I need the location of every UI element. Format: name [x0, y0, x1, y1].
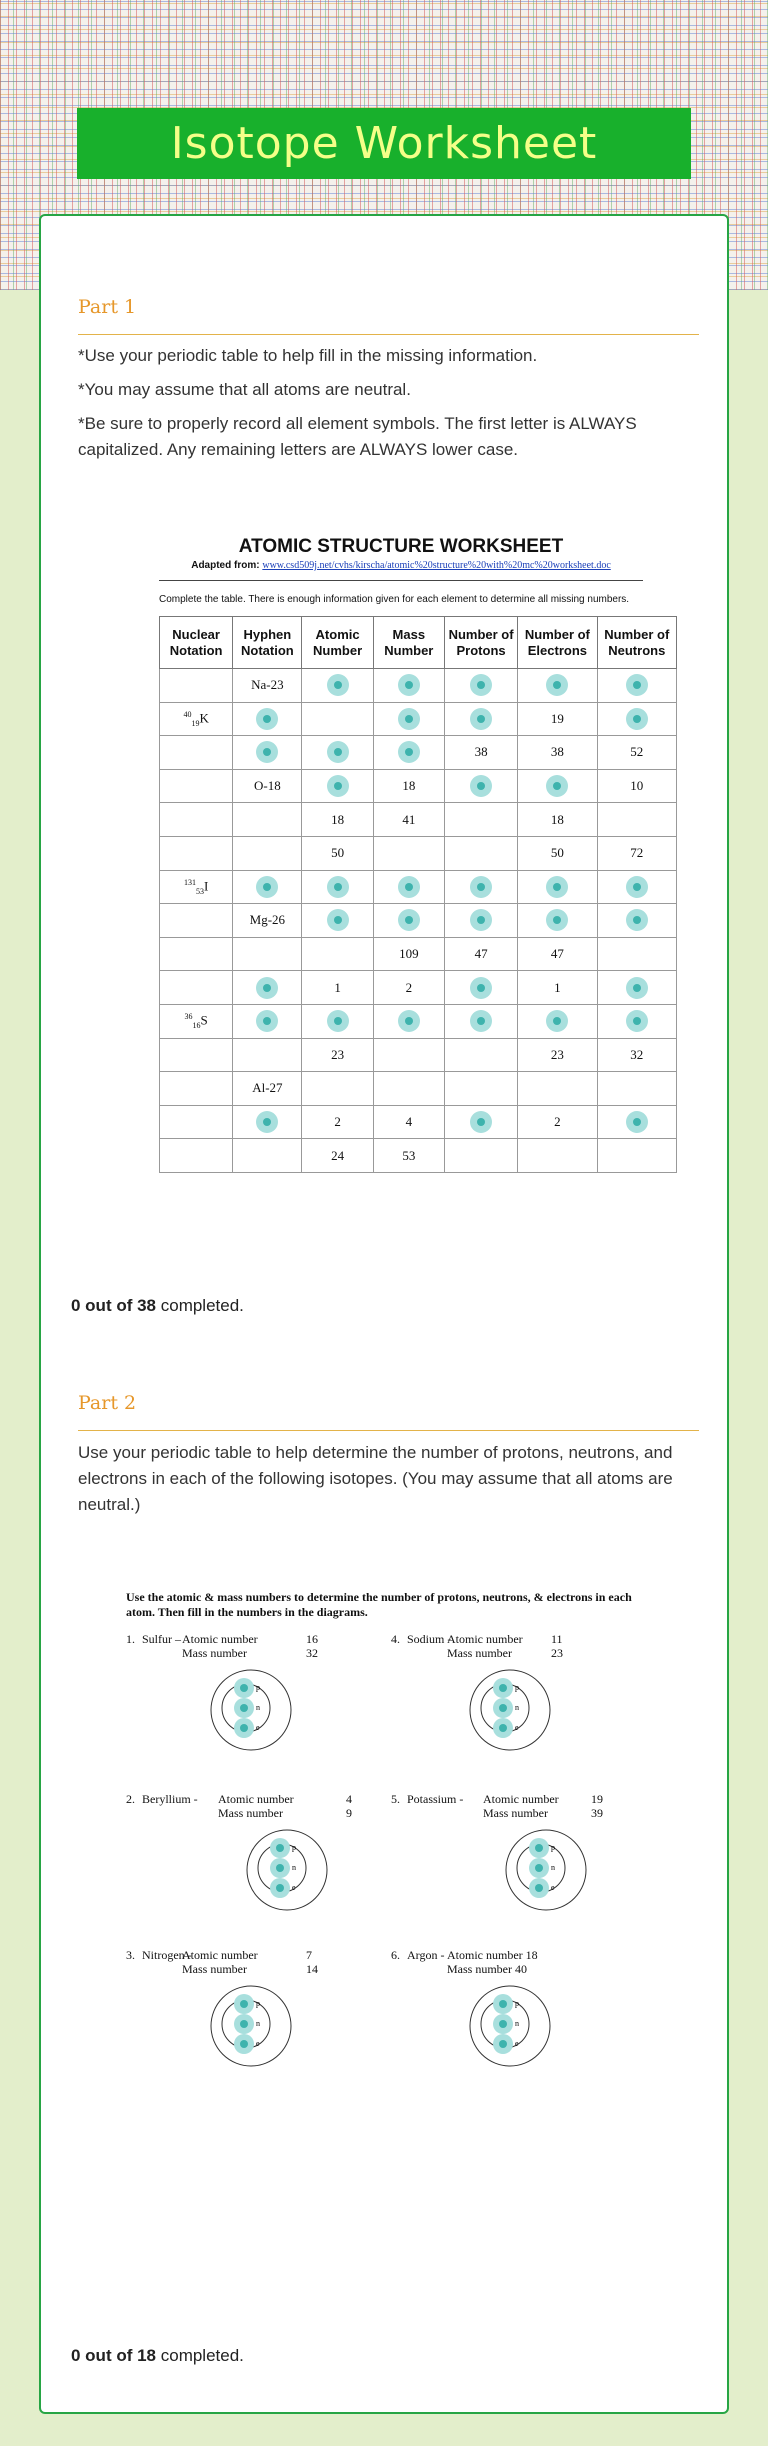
diagram-label-n: n [515, 1703, 519, 1712]
diagram-label-n: n [292, 1863, 296, 1872]
table-cell [233, 836, 302, 870]
answer-hotspot[interactable] [626, 977, 648, 999]
table-cell [518, 769, 597, 803]
diagram-label-n: n [515, 2019, 519, 2028]
source-label: Adapted from: [191, 560, 260, 571]
isotope-problem [126, 1792, 386, 1942]
atomic-number-subscript: 53 [195, 886, 204, 896]
table-cell: 72 [597, 836, 676, 870]
isotope-problem [391, 1948, 651, 2098]
table-cell [233, 736, 302, 770]
element-name: Sodium - [407, 1632, 452, 1646]
problem-number: 6. [391, 1948, 400, 1962]
mass-number-superscript: 131 [183, 877, 196, 887]
diagram-label-p: p [515, 1683, 519, 1692]
answer-hotspot[interactable] [546, 909, 568, 931]
answer-hotspot[interactable] [398, 909, 420, 931]
mass-number-value: 32 [306, 1646, 318, 1660]
table-cell [373, 736, 444, 770]
worksheet-rule [159, 580, 643, 581]
table-cell: 50 [518, 836, 597, 870]
atomic-structure-table [159, 616, 677, 1173]
table-cell [444, 870, 517, 904]
table-cell: 47 [518, 937, 597, 971]
element-name: Argon - [407, 1948, 445, 1962]
table-cell [160, 702, 233, 736]
atom-diagram [206, 1668, 296, 1758]
column-header: Number of Neutrons [597, 617, 676, 669]
diagram-sheet-instructions: Use the atomic & mass numbers to determine the number of protons, neutrons, & electrons in each atom. Then fill in the numbers in the diagrams. [126, 1590, 632, 1619]
hotspot-center [535, 1864, 543, 1872]
table-cell [597, 1139, 676, 1173]
table-row [160, 702, 677, 736]
answer-hotspot[interactable] [470, 775, 492, 797]
table-cell [160, 1105, 233, 1139]
table-cell [373, 836, 444, 870]
table-cell [597, 1072, 676, 1106]
hotspot-center [240, 1704, 248, 1712]
table-cell [302, 904, 373, 938]
table-cell [160, 803, 233, 837]
table-cell [444, 669, 517, 703]
atomic-number-subscript: 19 [191, 718, 200, 728]
table-cell: 38 [518, 736, 597, 770]
table-cell [373, 1038, 444, 1072]
table-cell: O-18 [233, 769, 302, 803]
table-cell [373, 904, 444, 938]
answer-hotspot[interactable] [327, 741, 349, 763]
answer-hotspot[interactable] [470, 1111, 492, 1133]
isotope-problem [126, 1632, 386, 1782]
hotspot-center [276, 1884, 284, 1892]
table-cell [518, 1139, 597, 1173]
mass-number-value: 39 [591, 1806, 603, 1820]
worksheet-card [39, 214, 729, 2414]
atomic-number-label: Atomic number [218, 1792, 294, 1806]
table-cell [518, 904, 597, 938]
title-banner [77, 108, 691, 179]
part1-progress [71, 1296, 244, 1316]
diagram-label-e: e [515, 2039, 519, 2048]
table-row [160, 904, 677, 938]
diagram-label-p: p [515, 1999, 519, 2008]
hotspot-center [499, 2040, 507, 2048]
answer-hotspot[interactable] [256, 1111, 278, 1133]
table-cell: 18 [302, 803, 373, 837]
answer-hotspot[interactable] [546, 775, 568, 797]
table-row [160, 836, 677, 870]
answer-hotspot[interactable] [256, 741, 278, 763]
table-cell [160, 1139, 233, 1173]
answer-hotspot[interactable] [327, 775, 349, 797]
table-cell [233, 702, 302, 736]
answer-hotspot[interactable] [470, 977, 492, 999]
column-header: Number of Electrons [518, 617, 597, 669]
table-cell [302, 1072, 373, 1106]
part2-progress-suffix: completed. [156, 2346, 244, 2365]
hotspot-center [240, 1684, 248, 1692]
mass-number-value: 23 [551, 1646, 563, 1660]
hotspot-center [499, 1684, 507, 1692]
table-cell: Na-23 [233, 669, 302, 703]
answer-hotspot[interactable] [398, 1010, 420, 1032]
column-header: Mass Number [373, 617, 444, 669]
diagram-label-e: e [256, 1723, 260, 1732]
table-cell: 1 [302, 971, 373, 1005]
table-cell: 47 [444, 937, 517, 971]
table-cell: 52 [597, 736, 676, 770]
answer-hotspot[interactable] [327, 909, 349, 931]
source-link[interactable]: www.csd509j.net/cvhs/kirscha/atomic%20structure%20with%20mc%20worksheet.doc [262, 560, 611, 571]
table-cell [160, 836, 233, 870]
table-cell [444, 836, 517, 870]
answer-hotspot[interactable] [626, 909, 648, 931]
mass-number-value: 9 [346, 1806, 352, 1820]
part2-progress-count: 0 out of 18 [71, 2346, 157, 2365]
diagram-label-p: p [256, 1683, 260, 1692]
diagram-label-e: e [256, 2039, 260, 2048]
part1-title: Part 1 [78, 296, 137, 318]
table-cell [233, 1105, 302, 1139]
table-cell: 41 [373, 803, 444, 837]
problem-number: 3. [126, 1948, 135, 1962]
table-cell [597, 937, 676, 971]
table-cell [160, 1038, 233, 1072]
table-cell [518, 1072, 597, 1106]
part1-instruction-1: *Use your periodic table to help fill in the missing information. [78, 346, 538, 365]
hotspot-center [240, 2020, 248, 2028]
mass-number-label: Mass number [218, 1806, 283, 1820]
table-row [160, 769, 677, 803]
worksheet-note: Complete the table. There is enough information given for each element to determine all missing numbers. [159, 594, 630, 605]
table-cell [597, 669, 676, 703]
diagram-label-n: n [256, 1703, 260, 1712]
table-cell [160, 1004, 233, 1038]
table-cell: 109 [373, 937, 444, 971]
answer-hotspot[interactable] [546, 876, 568, 898]
atomic-number-value: 16 [306, 1632, 318, 1646]
table-cell [518, 870, 597, 904]
column-header: Hyphen Notation [233, 617, 302, 669]
mass-number-label: Mass number [182, 1646, 247, 1660]
answer-hotspot[interactable] [256, 708, 278, 730]
hotspot-center [535, 1844, 543, 1852]
table-cell [233, 937, 302, 971]
table-cell [233, 1038, 302, 1072]
part1-instruction-3: *Be sure to properly record all element symbols. The first letter is ALWAYS capitalized. Any remaining letters are ALWAYS lower case. [78, 414, 637, 459]
answer-hotspot[interactable] [626, 708, 648, 730]
answer-hotspot[interactable] [398, 674, 420, 696]
hotspot-center [276, 1844, 284, 1852]
answer-hotspot[interactable] [626, 1010, 648, 1032]
answer-hotspot[interactable] [626, 1111, 648, 1133]
answer-hotspot[interactable] [470, 909, 492, 931]
answer-hotspot[interactable] [470, 674, 492, 696]
atomic-number-subscript: 16 [192, 1021, 201, 1031]
table-cell [233, 1139, 302, 1173]
table-cell: 4 [373, 1105, 444, 1139]
atomic-number-label: Atomic number [182, 1632, 258, 1646]
worksheet-source [121, 560, 681, 571]
atomic-number-value: 11 [551, 1632, 563, 1646]
worksheet-title: ATOMIC STRUCTURE WORKSHEET [238, 536, 564, 557]
part1-progress-suffix: completed. [156, 1296, 244, 1315]
table-cell: Mg-26 [233, 904, 302, 938]
hotspot-center [535, 1884, 543, 1892]
table-cell: 2 [373, 971, 444, 1005]
table-cell: 23 [302, 1038, 373, 1072]
atomic-number-label: Atomic number [447, 1632, 523, 1646]
answer-hotspot[interactable] [256, 977, 278, 999]
table-cell [160, 870, 233, 904]
mass-number-value: 14 [306, 1962, 318, 1976]
table-cell [373, 1072, 444, 1106]
answer-hotspot[interactable] [398, 876, 420, 898]
table-cell [233, 971, 302, 1005]
part2-progress [71, 2346, 244, 2366]
table-cell: 2 [518, 1105, 597, 1139]
problem-number: 2. [126, 1792, 135, 1806]
table-cell [160, 904, 233, 938]
part2-divider [78, 1430, 699, 1431]
table-cell: 2 [302, 1105, 373, 1139]
table-cell [233, 1004, 302, 1038]
element-name: Potassium - [407, 1792, 464, 1806]
table-cell [597, 1105, 676, 1139]
hotspot-center [240, 2000, 248, 2008]
diagram-label-n: n [551, 1863, 555, 1872]
table-cell [302, 769, 373, 803]
table-cell [302, 702, 373, 736]
table-cell [444, 803, 517, 837]
table-cell [518, 1004, 597, 1038]
diagram-label-p: p [256, 1999, 260, 2008]
table-cell: 23 [518, 1038, 597, 1072]
problem-number: 5. [391, 1792, 400, 1806]
answer-hotspot[interactable] [546, 674, 568, 696]
isotope-problem [391, 1792, 651, 1942]
atom-diagram [501, 1828, 591, 1918]
column-header: Nuclear Notation [160, 617, 233, 669]
table-cell [160, 1072, 233, 1106]
diagram-label-e: e [292, 1883, 296, 1892]
table-cell [373, 870, 444, 904]
table-cell [597, 870, 676, 904]
mass-number-superscript: 40 [183, 709, 192, 719]
table-row [160, 1105, 677, 1139]
table-cell [518, 669, 597, 703]
table-cell [302, 1004, 373, 1038]
answer-hotspot[interactable] [256, 876, 278, 898]
table-header-row [160, 617, 677, 669]
atomic-number-value: 4 [346, 1792, 352, 1806]
table-cell [160, 669, 233, 703]
atom-diagram [465, 1984, 555, 2074]
table-cell [444, 904, 517, 938]
table-cell [597, 971, 676, 1005]
table-cell [597, 904, 676, 938]
mass-number-superscript: 36 [184, 1012, 193, 1022]
table-cell [444, 1004, 517, 1038]
table-cell: 10 [597, 769, 676, 803]
table-cell [160, 937, 233, 971]
table-cell [373, 669, 444, 703]
table-row [160, 1004, 677, 1038]
answer-hotspot[interactable] [327, 876, 349, 898]
answer-hotspot[interactable] [470, 1010, 492, 1032]
table-cell [302, 937, 373, 971]
diagram-label-n: n [256, 2019, 260, 2028]
table-cell: 18 [518, 803, 597, 837]
table-cell [597, 702, 676, 736]
table-row [160, 803, 677, 837]
hotspot-center [499, 2000, 507, 2008]
table-cell [444, 769, 517, 803]
answer-hotspot[interactable] [327, 674, 349, 696]
diagram-label-p: p [551, 1843, 555, 1852]
atomic-number-label: Atomic number [182, 1948, 258, 1962]
isotope-diagram-sheet [121, 1576, 701, 2136]
element-name: Sulfur – [142, 1632, 181, 1646]
problem-number: 1. [126, 1632, 135, 1646]
diagram-label-p: p [292, 1843, 296, 1852]
element-symbol: I [203, 878, 209, 894]
table-cell [302, 669, 373, 703]
atom-diagram [465, 1668, 555, 1758]
table-cell [302, 736, 373, 770]
table-cell [160, 769, 233, 803]
table-cell [444, 1139, 517, 1173]
table-cell: 1 [518, 971, 597, 1005]
table-cell [597, 803, 676, 837]
table-row [160, 1038, 677, 1072]
hotspot-center [240, 1724, 248, 1732]
table-row [160, 971, 677, 1005]
table-cell [444, 1038, 517, 1072]
table-cell: Al-27 [233, 1072, 302, 1106]
table-cell [444, 971, 517, 1005]
atomic-number-value: 7 [306, 1948, 312, 1962]
table-cell: 19 [518, 702, 597, 736]
table-cell: 53 [373, 1139, 444, 1173]
answer-hotspot[interactable] [546, 1010, 568, 1032]
diagram-label-e: e [515, 1723, 519, 1732]
mass-number-label: Mass number [447, 1646, 512, 1660]
mass-number-label: Mass number [182, 1962, 247, 1976]
atom-diagram [242, 1828, 332, 1918]
hotspot-center [240, 2040, 248, 2048]
answer-hotspot[interactable] [626, 674, 648, 696]
element-name: Nitrogen - [142, 1948, 192, 1962]
table-cell [597, 1004, 676, 1038]
answer-hotspot[interactable] [470, 708, 492, 730]
atomic-number-value: 19 [591, 1792, 603, 1806]
table-cell: 38 [444, 736, 517, 770]
atomic-structure-worksheet [121, 536, 681, 1163]
table-cell [373, 702, 444, 736]
part1-divider [78, 334, 699, 335]
atomic-number-label: Atomic number [483, 1792, 559, 1806]
table-cell: 24 [302, 1139, 373, 1173]
table-cell [160, 736, 233, 770]
element-symbol: S [200, 1012, 208, 1028]
isotope-problem [126, 1948, 386, 2098]
table-cell [444, 1072, 517, 1106]
column-header: Number of Protons [444, 617, 517, 669]
table-cell [444, 1105, 517, 1139]
table-cell [233, 803, 302, 837]
answer-hotspot[interactable] [398, 741, 420, 763]
table-cell [302, 870, 373, 904]
answer-hotspot[interactable] [327, 1010, 349, 1032]
answer-hotspot[interactable] [470, 876, 492, 898]
atom-diagram [206, 1984, 296, 2074]
hotspot-center [276, 1864, 284, 1872]
table-cell: 50 [302, 836, 373, 870]
diagram-label-e: e [551, 1883, 555, 1892]
part2-instructions: Use your periodic table to help determine the number of protons, neutrons, and electrons in each of the following isotopes. (You may assume that all atoms are neutral.) [78, 1443, 673, 1514]
part2-title: Part 2 [78, 1392, 137, 1414]
table-cell [160, 971, 233, 1005]
table-cell: 32 [597, 1038, 676, 1072]
table-row [160, 736, 677, 770]
table-cell [444, 702, 517, 736]
table-cell: 18 [373, 769, 444, 803]
page-title: Isotope Worksheet [170, 118, 598, 169]
atomic-number-label: Atomic number 18 [447, 1948, 538, 1962]
answer-hotspot[interactable] [626, 876, 648, 898]
element-name: Beryllium - [142, 1792, 198, 1806]
isotope-problem [391, 1632, 651, 1782]
problem-number: 4. [391, 1632, 400, 1646]
table-row [160, 1139, 677, 1173]
mass-number-label: Mass number [483, 1806, 548, 1820]
part1-instruction-2: *You may assume that all atoms are neutral. [78, 380, 411, 399]
column-header: Atomic Number [302, 617, 373, 669]
part1-progress-count: 0 out of 38 [71, 1296, 157, 1315]
hotspot-center [499, 2020, 507, 2028]
answer-hotspot[interactable] [398, 708, 420, 730]
answer-hotspot[interactable] [256, 1010, 278, 1032]
table-cell [233, 870, 302, 904]
mass-number-label: Mass number 40 [447, 1962, 527, 1976]
table-row [160, 870, 677, 904]
table-cell [373, 1004, 444, 1038]
table-row [160, 669, 677, 703]
element-symbol: K [199, 710, 209, 726]
hotspot-center [499, 1724, 507, 1732]
table-row [160, 1072, 677, 1106]
hotspot-center [499, 1704, 507, 1712]
table-row [160, 937, 677, 971]
